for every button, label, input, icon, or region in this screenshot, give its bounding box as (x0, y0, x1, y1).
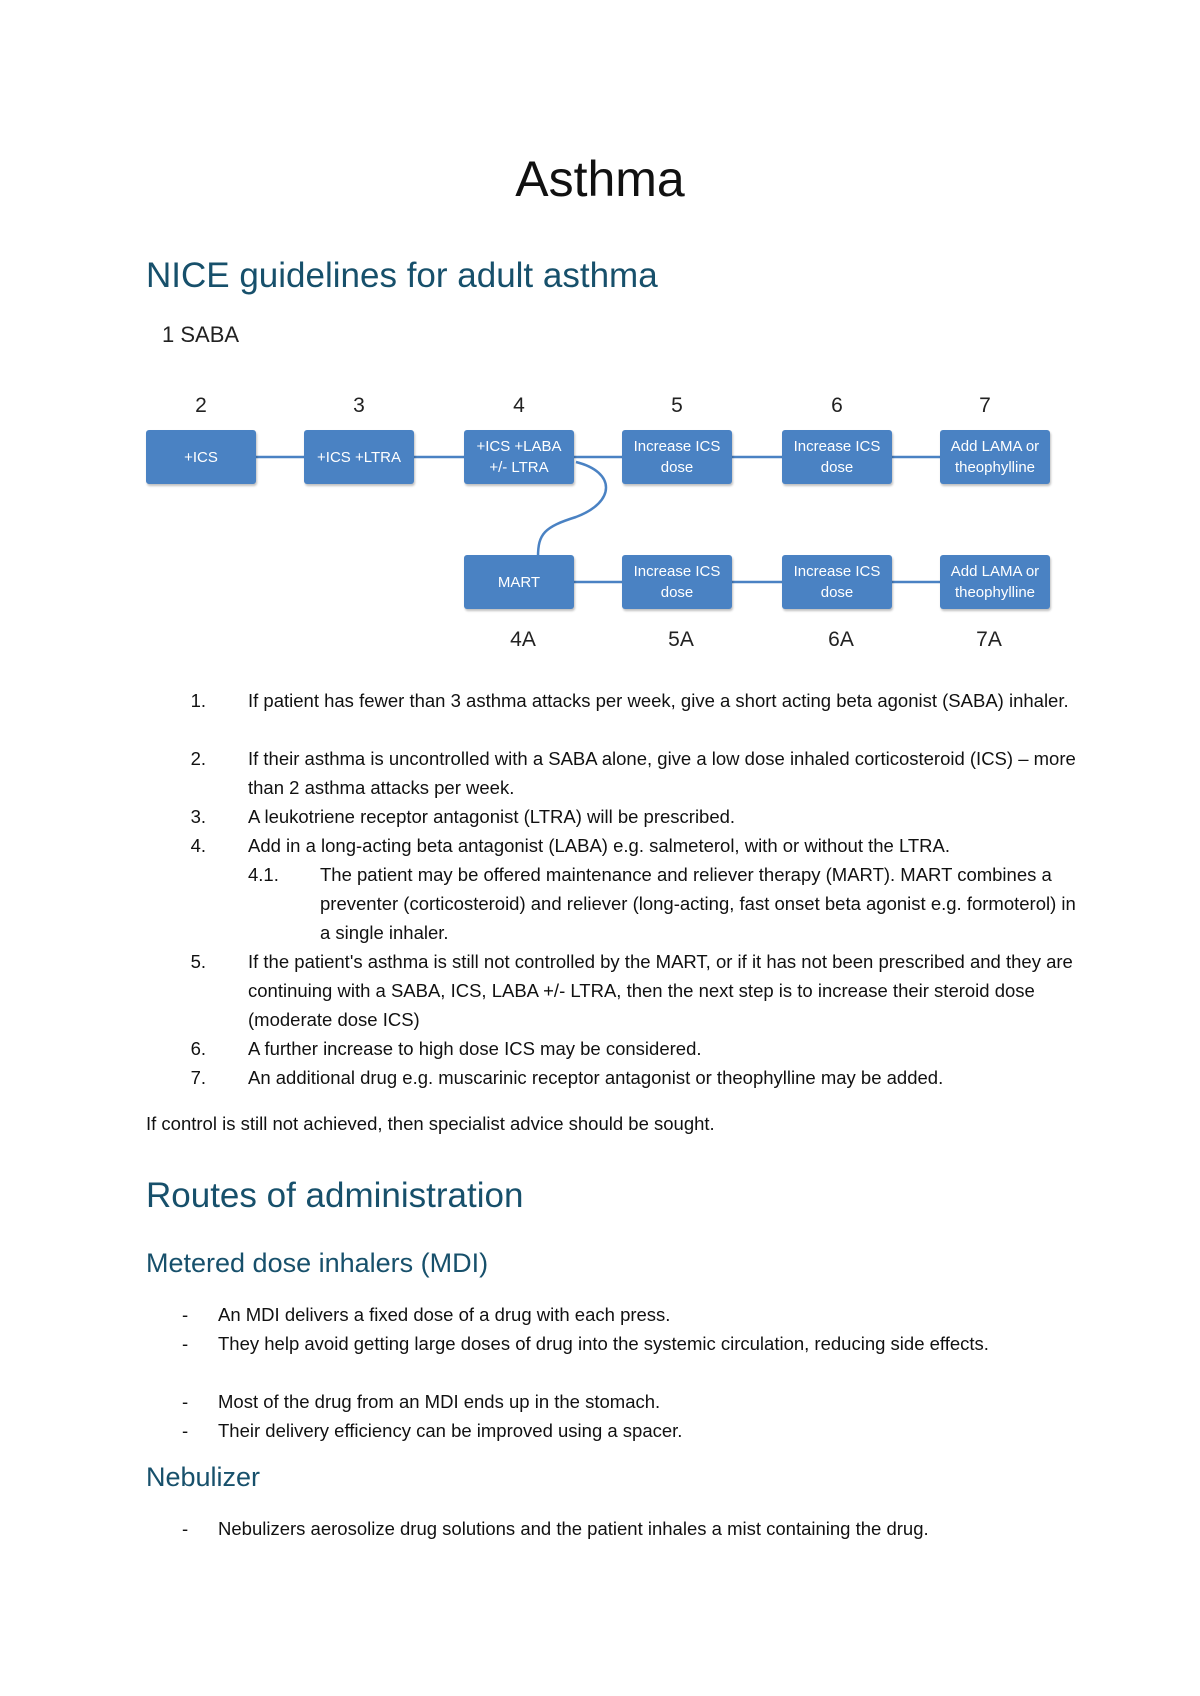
closing-paragraph: If control is still not achieved, then specialist advice should be sought. (146, 1113, 715, 1134)
bullet-marker: - (182, 1391, 189, 1412)
list-item-text: An MDI delivers a fixed dose of a drug with each press. (218, 1304, 671, 1325)
step-5-box: Increase ICS dose (622, 430, 732, 484)
nice-numbered-list (146, 686, 1076, 1106)
step-number-5: 5 (671, 394, 683, 417)
list-item-text: If their asthma is uncontrolled with a SABA alone, give a low dose inhaled corticosteroid (ICS) – more than 2 asthma attacks per week. (248, 748, 1076, 798)
bullet-marker: - (182, 1304, 189, 1325)
list-item-text: A leukotriene receptor antagonist (LTRA) will be prescribed. (248, 806, 736, 827)
step-number-2: 2 (195, 394, 207, 417)
step-number-4a: 4A (510, 628, 536, 651)
step-2-box: +ICS (146, 430, 256, 484)
bullet-marker: - (182, 1420, 189, 1441)
step-number-3: 3 (353, 394, 365, 417)
step-3-box: +ICS +LTRA (304, 430, 414, 484)
step-1-saba-label: 1 SABA (162, 322, 240, 347)
step-6-box: Increase ICS dose (782, 430, 892, 484)
nebulizer-bullet-list (146, 1514, 1066, 1544)
list-item-text: Add in a long-acting beta antagonist (LABA) e.g. salmeterol, with or without the LTRA. (248, 835, 951, 856)
list-item-text: An additional drug e.g. muscarinic receptor antagonist or theophylline may be added. (248, 1067, 944, 1088)
list-item-number: 4.1. (248, 864, 279, 885)
step-number-7a: 7A (976, 628, 1002, 651)
step-number-5a: 5A (668, 628, 694, 651)
routes-heading: Routes of administration (146, 1176, 524, 1215)
list-item-text: Most of the drug from an MDI ends up in the stomach. (218, 1391, 661, 1412)
list-item-text: If the patient's asthma is still not controlled by the MART, or if it has not been prescribed and they are continuing with a SABA, ICS, LABA +/- LTRA, then the next step is to increase their steroid dose (moderate dose ICS) (248, 951, 1073, 1030)
list-item-text: If patient has fewer than 3 asthma attacks per week, give a short acting beta agonist (SABA) inhaler. (248, 690, 1069, 711)
treatment-step-diagram (146, 312, 1066, 672)
list-item-number: 7. (190, 1067, 206, 1088)
step-7a-box: Add LAMA or theophylline (940, 555, 1050, 609)
list-item-number: 5. (190, 951, 206, 972)
list-item-number: 6. (190, 1038, 206, 1059)
step-6a-box: Increase ICS dose (782, 555, 892, 609)
list-item-number: 1. (190, 690, 206, 711)
list-item-text: A further increase to high dose ICS may be considered. (248, 1038, 702, 1059)
step-5a-box: Increase ICS dose (622, 555, 732, 609)
list-item-number: 4. (190, 835, 206, 856)
step-4a-box: MART (464, 555, 574, 609)
diagram-connectors (146, 312, 1066, 672)
list-item-text: Nebulizers aerosolize drug solutions and the patient inhales a mist containing the drug. (218, 1518, 929, 1539)
document-title: Asthma (515, 151, 685, 207)
bullet-marker: - (182, 1518, 189, 1539)
step-number-4: 4 (513, 394, 525, 417)
list-item-number: 2. (190, 748, 206, 769)
bullet-marker: - (182, 1333, 189, 1354)
list-item-text: They help avoid getting large doses of drug into the systemic circulation, reducing side effects. (218, 1333, 989, 1354)
nebulizer-heading: Nebulizer (146, 1462, 261, 1492)
step-4-box: +ICS +LABA +/- LTRA (464, 430, 574, 484)
list-item-text: Their delivery efficiency can be improved using a spacer. (218, 1420, 683, 1441)
list-item-number: 3. (190, 806, 206, 827)
step-number-6: 6 (831, 394, 843, 417)
list-item-text: The patient may be offered maintenance and reliever therapy (MART). MART combines a preventer (corticosteroid) and reliever (long-acting, fast onset beta agonist e.g. formoterol) in a single inhaler. (320, 864, 1076, 943)
mdi-bullet-list (146, 1300, 1066, 1440)
step-7-box: Add LAMA or theophylline (940, 430, 1050, 484)
mdi-heading: Metered dose inhalers (MDI) (146, 1248, 489, 1278)
step-number-7: 7 (979, 394, 991, 417)
step-number-6a: 6A (828, 628, 854, 651)
nice-heading: NICE guidelines for adult asthma (146, 256, 658, 295)
